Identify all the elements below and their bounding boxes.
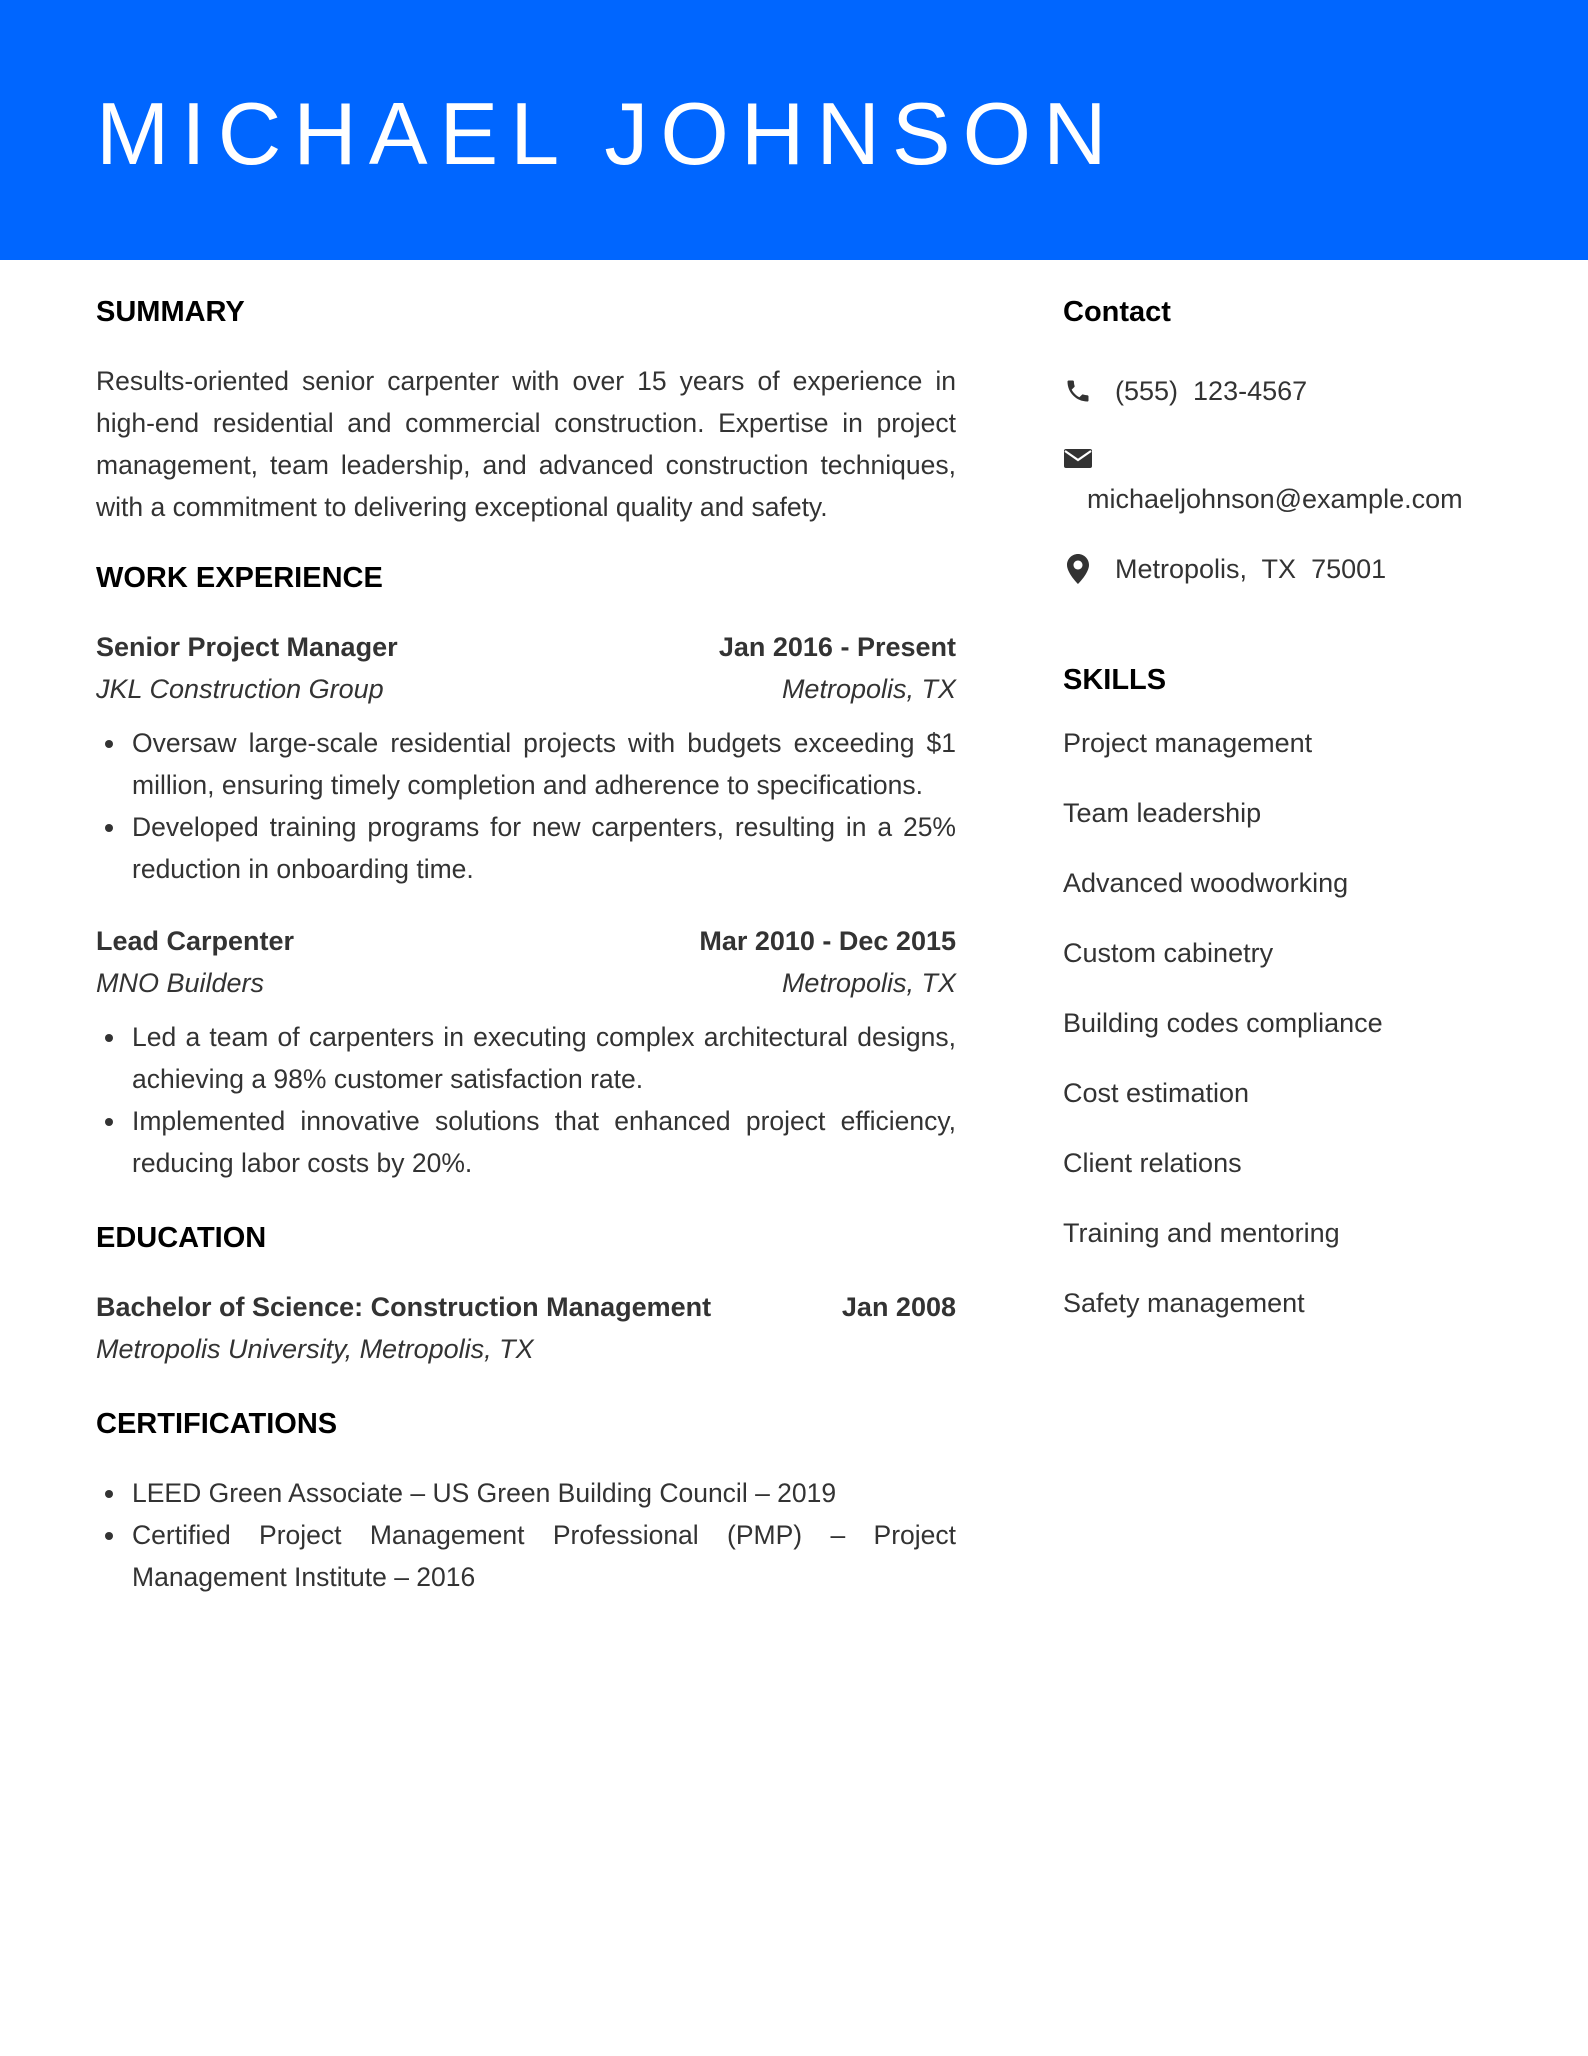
contact-location bbox=[1063, 548, 1533, 590]
skill-item: Team leadership bbox=[1063, 798, 1262, 828]
job-entry bbox=[96, 626, 956, 890]
job-location: Metropolis, TX bbox=[781, 674, 956, 704]
contact-phone bbox=[1063, 370, 1533, 412]
skill-item: Client relations bbox=[1063, 1148, 1242, 1178]
job-bullet: Led a team of carpenters in executing complex architectural designs, achieving a 98% customer satisfaction rate. bbox=[132, 1016, 956, 1100]
job-company: JKL Construction Group bbox=[96, 674, 384, 704]
job-bullets bbox=[96, 722, 956, 890]
education-entry bbox=[96, 1286, 956, 1370]
job-bullet: Developed training programs for new carpenters, resulting in a 25% reduction in onboarding time. bbox=[132, 806, 956, 890]
candidate-name: MICHAEL JOHNSON bbox=[96, 84, 1119, 183]
skill-item: Custom cabinetry bbox=[1063, 938, 1274, 968]
degree: Bachelor of Science: Construction Management bbox=[96, 1292, 712, 1322]
certifications-heading: CERTIFICATIONS bbox=[96, 1408, 338, 1440]
summary-heading: SUMMARY bbox=[96, 296, 245, 328]
education-heading: EDUCATION bbox=[96, 1222, 267, 1254]
certifications-list bbox=[96, 1472, 956, 1598]
summary-text: Results-oriented senior carpenter with over 15 years of experience in high-end residential and commercial construction. Expertise in project management, team leadership, and advanced construction techniques, with a commitment to delivering exceptional quality and safety. bbox=[96, 366, 956, 522]
skill-item: Advanced woodworking bbox=[1063, 868, 1349, 898]
skill-item: Project management bbox=[1063, 728, 1313, 758]
job-dates: Mar 2010 - Dec 2015 bbox=[699, 926, 956, 956]
school: Metropolis University, Metropolis, TX bbox=[96, 1334, 534, 1364]
skill-item: Building codes compliance bbox=[1063, 1008, 1383, 1038]
degree-date: Jan 2008 bbox=[841, 1292, 956, 1322]
sidebar bbox=[1063, 292, 1533, 1352]
skill-item: Safety management bbox=[1063, 1288, 1305, 1318]
job-company: MNO Builders bbox=[96, 968, 265, 998]
phone-number[interactable]: (555) 123-4567 bbox=[1115, 376, 1308, 406]
main-column bbox=[96, 292, 956, 1598]
job-bullet: Implemented innovative solutions that enhanced project efficiency, reducing labor costs by 20%. bbox=[132, 1100, 956, 1184]
header-banner bbox=[0, 0, 1588, 260]
certification-item: LEED Green Associate – US Green Building Council – 2019 bbox=[132, 1472, 956, 1514]
job-entry bbox=[96, 920, 956, 1184]
contact-email bbox=[1063, 438, 1533, 478]
job-bullet: Oversaw large-scale residential projects with budgets exceeding $1 million, ensuring timely completion and adherence to specifications. bbox=[132, 722, 956, 806]
job-title: Senior Project Manager bbox=[96, 632, 398, 662]
email-address[interactable]: michaeljohnson@example.com bbox=[1087, 484, 1463, 514]
phone-icon bbox=[1063, 376, 1093, 406]
skills-heading: SKILLS bbox=[1063, 664, 1167, 696]
certification-item: Certified Project Management Professional (PMP) – Project Management Institute – 2016 bbox=[132, 1514, 956, 1598]
location-text: Metropolis, TX 75001 bbox=[1115, 554, 1387, 584]
skill-item: Training and mentoring bbox=[1063, 1218, 1340, 1248]
map-marker-icon bbox=[1063, 554, 1093, 584]
job-title: Lead Carpenter bbox=[96, 926, 295, 956]
job-location: Metropolis, TX bbox=[781, 968, 956, 998]
skills-list bbox=[1063, 722, 1533, 1324]
job-bullets bbox=[96, 1016, 956, 1184]
skill-item: Cost estimation bbox=[1063, 1078, 1250, 1108]
job-dates: Jan 2016 - Present bbox=[718, 632, 956, 662]
work-experience-heading: WORK EXPERIENCE bbox=[96, 562, 383, 594]
envelope-icon bbox=[1063, 443, 1093, 473]
contact-heading: Contact bbox=[1063, 296, 1171, 328]
